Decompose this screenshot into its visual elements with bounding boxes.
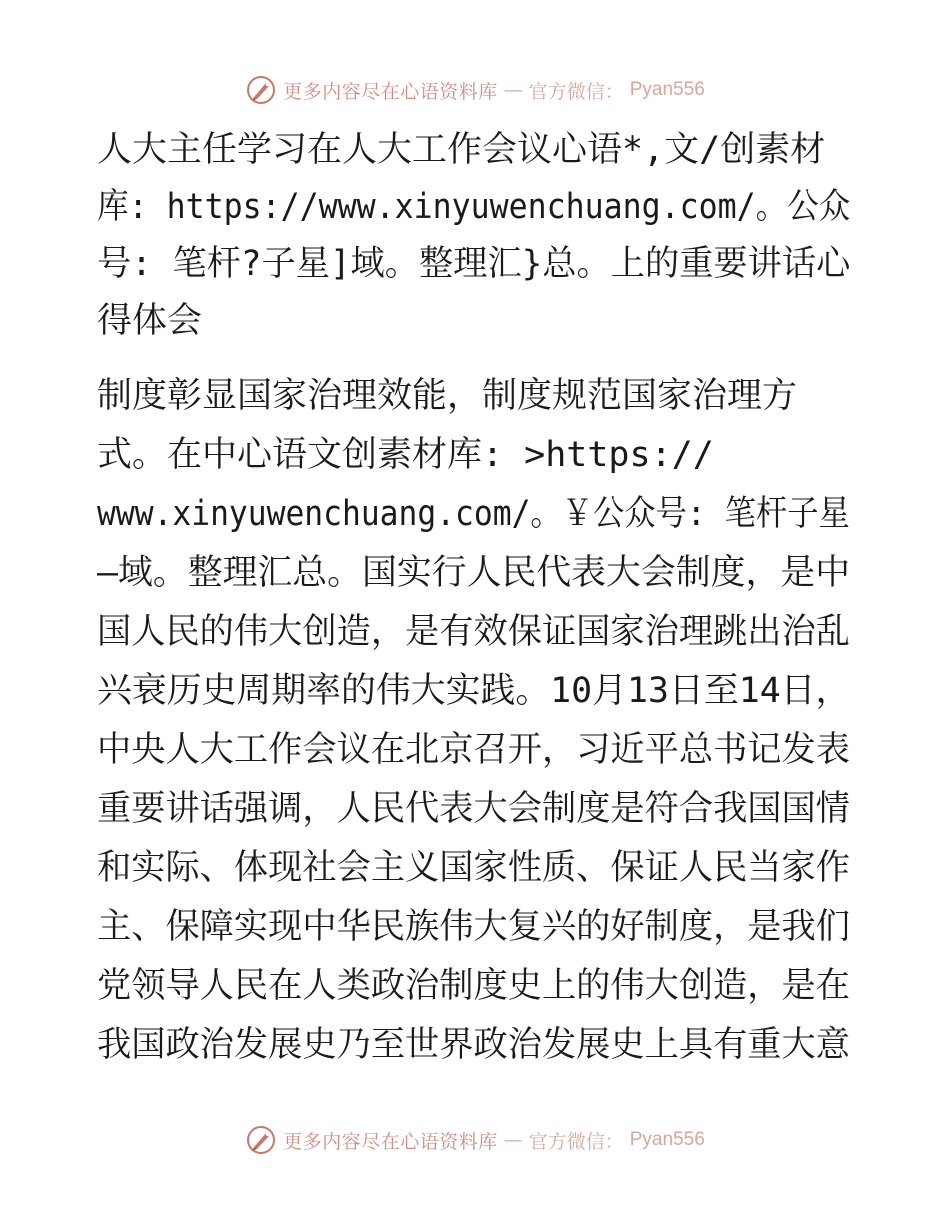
- body-line: 主、保障实现中华民族伟大复兴的好制度，是我们: [97, 907, 850, 947]
- title-line: 号: 笔杆?子星]域。整理汇}总。上的重要讲话心: [97, 244, 851, 284]
- body-line: 我国政治发展史乃至世界政治发展史上具有重大意: [97, 1025, 850, 1065]
- banner-contact-id: Pyan556: [629, 1129, 705, 1150]
- title-line: 人大主任学习在人大工作会议心语*,文/创素材: [97, 130, 826, 170]
- pen-logo-icon: [245, 1124, 277, 1156]
- body-line: 式。在中心语文创素材库: >https://: [97, 435, 714, 475]
- banner-contact-label: 官方微信：: [528, 1130, 624, 1153]
- body-line: 制度彰显国家治理效能，制度规范国家治理方: [97, 376, 798, 416]
- body-line: 中央人大工作会议在北京召开，习近平总书记发表: [97, 730, 850, 770]
- title-line: 库: https://www.xinyuwenchuang.com/。公众: [97, 187, 851, 227]
- body-line: 国人民的伟大创造，是有效保证国家治理跳出治乱: [97, 612, 850, 652]
- banner-separator: —: [503, 1129, 523, 1151]
- banner-contact-id: Pyan556: [629, 79, 705, 100]
- pen-logo-icon: [245, 74, 277, 106]
- header-watermark-banner: [0, 70, 950, 110]
- body-line: www.xinyuwenchuang.com/。￥公众号: 笔杆子星: [97, 494, 850, 534]
- title-line: 得体会: [97, 301, 203, 341]
- banner-slogan: 更多内容尽在心语资料库: [283, 80, 498, 103]
- body-line: 党领导人民在人类政治制度史上的伟大创造，是在: [97, 966, 850, 1006]
- banner-contact-label: 官方微信：: [528, 80, 624, 103]
- body-line: 和实际、体现社会主义国家性质、保证人民当家作: [97, 848, 850, 888]
- body-line: 重要讲话强调，人民代表大会制度是符合我国国情: [97, 789, 850, 829]
- body-line: —域。整理汇总。国实行人民代表大会制度，是中: [97, 553, 851, 593]
- body-line: 兴衰历史周期率的伟大实践。10月13日至14日，: [97, 671, 851, 711]
- footer-watermark-banner: [0, 1120, 950, 1160]
- banner-separator: —: [503, 79, 523, 101]
- banner-slogan: 更多内容尽在心语资料库: [283, 1130, 498, 1153]
